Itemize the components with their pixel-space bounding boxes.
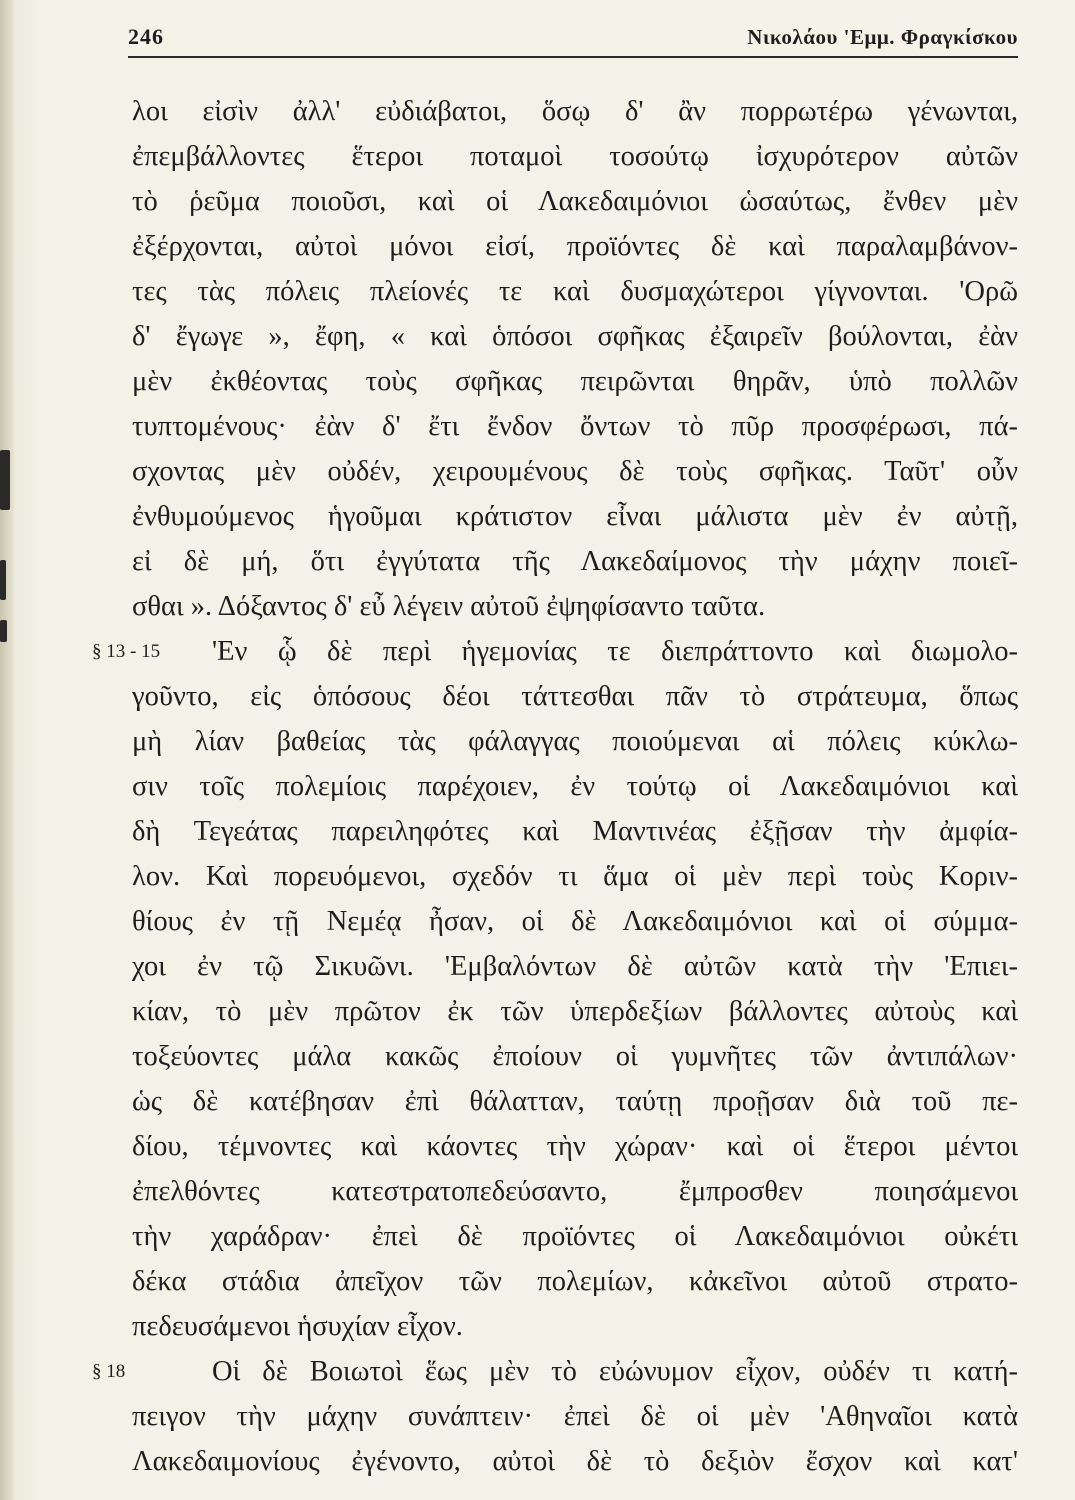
- section-reference: § 18: [92, 1361, 126, 1382]
- text-line: δίου, τέμνοντες καὶ κάοντες τὴν χώραν· καὶ οἱ ἕτεροι μέντοι: [132, 1131, 1018, 1162]
- text-line: πεδευσάμενοι ἡσυχίαν εἶχον.: [132, 1311, 463, 1342]
- text-line: μὲν ἐκθέοντας τοὺς σφῆκας πειρῶνται θηρᾶν, ὑπὸ πολλῶν: [132, 366, 1018, 397]
- text-line: τοξεύοντες μάλα κακῶς ἐποίουν οἱ γυμνῆτες τῶν ἀντιπάλων·: [132, 1041, 1018, 1072]
- text-line: ἐπεμβάλλοντες ἕτεροι ποταμοὶ τοσούτῳ ἰσχυρότερον αὐτῶν: [132, 141, 1018, 172]
- text-line: θίους ἐν τῇ Νεμέᾳ ἦσαν, οἱ δὲ Λακεδαιμόνιοι καὶ οἱ σύμμα-: [132, 906, 1018, 937]
- text-line: δὴ Τεγεάτας παρειληφότες καὶ Μαντινέας ἐξῇσαν τὴν ἀμφία-: [132, 816, 1018, 847]
- text-line: 'Εν ᾧ δὲ περὶ ἡγεμονίας τε διεπράττοντο καὶ διωμολο-: [212, 636, 1018, 667]
- text-line: δέκα στάδια ἀπεῖχον τῶν πολεμίων, κἀκεῖνοι αὐτοῦ στρατο-: [132, 1266, 1018, 1297]
- text-line: Λακεδαιμονίους ἐγένοντο, αὐτοὶ δὲ τὸ δεξιὸν ἔσχον καὶ κατ': [132, 1446, 1018, 1477]
- page-number: 246: [128, 24, 164, 49]
- page-header: [128, 18, 1018, 58]
- text-line: χοι ἐν τῷ Σικυῶνι. 'Εμβαλόντων δὲ αὐτῶν κατὰ τὴν 'Επιει-: [132, 951, 1018, 982]
- text-line: ἐπελθόντες κατεστρατοπεδεύσαντο, ἔμπροσθεν ποιησάμενοι: [132, 1176, 1018, 1207]
- text-line: εἰ δὲ μή, ὅτι ἐγγύτατα τῆς Λακεδαίμονος τὴν μάχην ποιεῖ-: [132, 546, 1018, 577]
- section-reference: § 13 - 15: [92, 641, 161, 662]
- text-line: τὴν χαράδραν· ἐπεὶ δὲ προϊόντες οἱ Λακεδαιμόνιοι οὐκέτι: [132, 1221, 1018, 1252]
- page-binding-edge: [0, 0, 14, 1500]
- text-line: μὴ λίαν βαθείας τὰς φάλαγγας ποιούμεναι αἱ πόλεις κύκλω-: [132, 726, 1018, 757]
- text-line: γοῦντο, εἰς ὁπόσους δέοι τάττεσθαι πᾶν τὸ στράτευμα, ὅπως: [132, 681, 1018, 712]
- text-line: σθαι ». Δόξαντος δ' εὖ λέγειν αὐτοῦ ἐψηφίσαντο ταῦτα.: [132, 591, 766, 622]
- text-line: τυπτομένους· ἐὰν δ' ἔτι ἔνδον ὄντων τὸ πῦρ προσφέρωσι, πά-: [132, 411, 1018, 442]
- text-line: ἐνθυμούμενος ἡγοῦμαι κράτιστον εἶναι μάλιστα μὲν ἐν αὐτῇ,: [132, 501, 1018, 532]
- text-line: Οἱ δὲ Βοιωτοὶ ἕως μὲν τὸ εὐώνυμον εἶχον, οὐδέν τι κατή-: [212, 1356, 1018, 1387]
- text-line: σχοντας μὲν οὐδέν, χειρουμένους δὲ τοὺς σφῆκας. Ταῦτ' οὖν: [132, 456, 1018, 487]
- text-line: δ' ἔγωγε », ἔφη, « καὶ ὁπόσοι σφῆκας ἐξαιρεῖν βούλονται, ἐὰν: [132, 321, 1018, 352]
- running-head: Νικολάου 'Εμμ. Φραγκίσκου: [747, 24, 1018, 49]
- text-line: λον. Καὶ πορευόμενοι, σχεδόν τι ἅμα οἱ μὲν περὶ τοὺς Κοριν-: [132, 861, 1018, 892]
- margin-mark: [0, 620, 7, 642]
- margin-mark: [0, 560, 6, 600]
- margin-mark: [0, 450, 10, 510]
- text-line: κίαν, τὸ μὲν πρῶτον ἐκ τῶν ὑπερδεξίων βάλλοντες αὐτοὺς καὶ: [132, 996, 1018, 1027]
- text-line: σιν τοῖς πολεμίοις παρέχοιεν, ἐν τούτῳ οἱ Λακεδαιμόνιοι καὶ: [132, 771, 1018, 802]
- text-line: λοι εἰσὶν ἀλλ' εὐδιάβατοι, ὅσῳ δ' ἂν πορρωτέρω γένωνται,: [132, 96, 1018, 127]
- text-line: πειγον τὴν μάχην συνάπτειν· ἐπεὶ δὲ οἱ μὲν 'Αθηναῖοι κατὰ: [132, 1401, 1018, 1432]
- text-line: τὸ ῥεῦμα ποιοῦσι, καὶ οἱ Λακεδαιμόνιοι ὡσαύτως, ἔνθεν μὲν: [132, 186, 1018, 217]
- text-line: ἐξέρχονται, αὐτοὶ μόνοι εἰσί, προϊόντες δὲ καὶ παραλαμβάνον-: [132, 231, 1018, 262]
- text-line: ὡς δὲ κατέβησαν ἐπὶ θάλατταν, ταύτῃ προῇσαν διὰ τοῦ πε-: [132, 1086, 1018, 1117]
- text-line: τες τὰς πόλεις πλείονές τε καὶ δυσμαχώτεροι γίγνονται. 'Ορῶ: [132, 276, 1018, 307]
